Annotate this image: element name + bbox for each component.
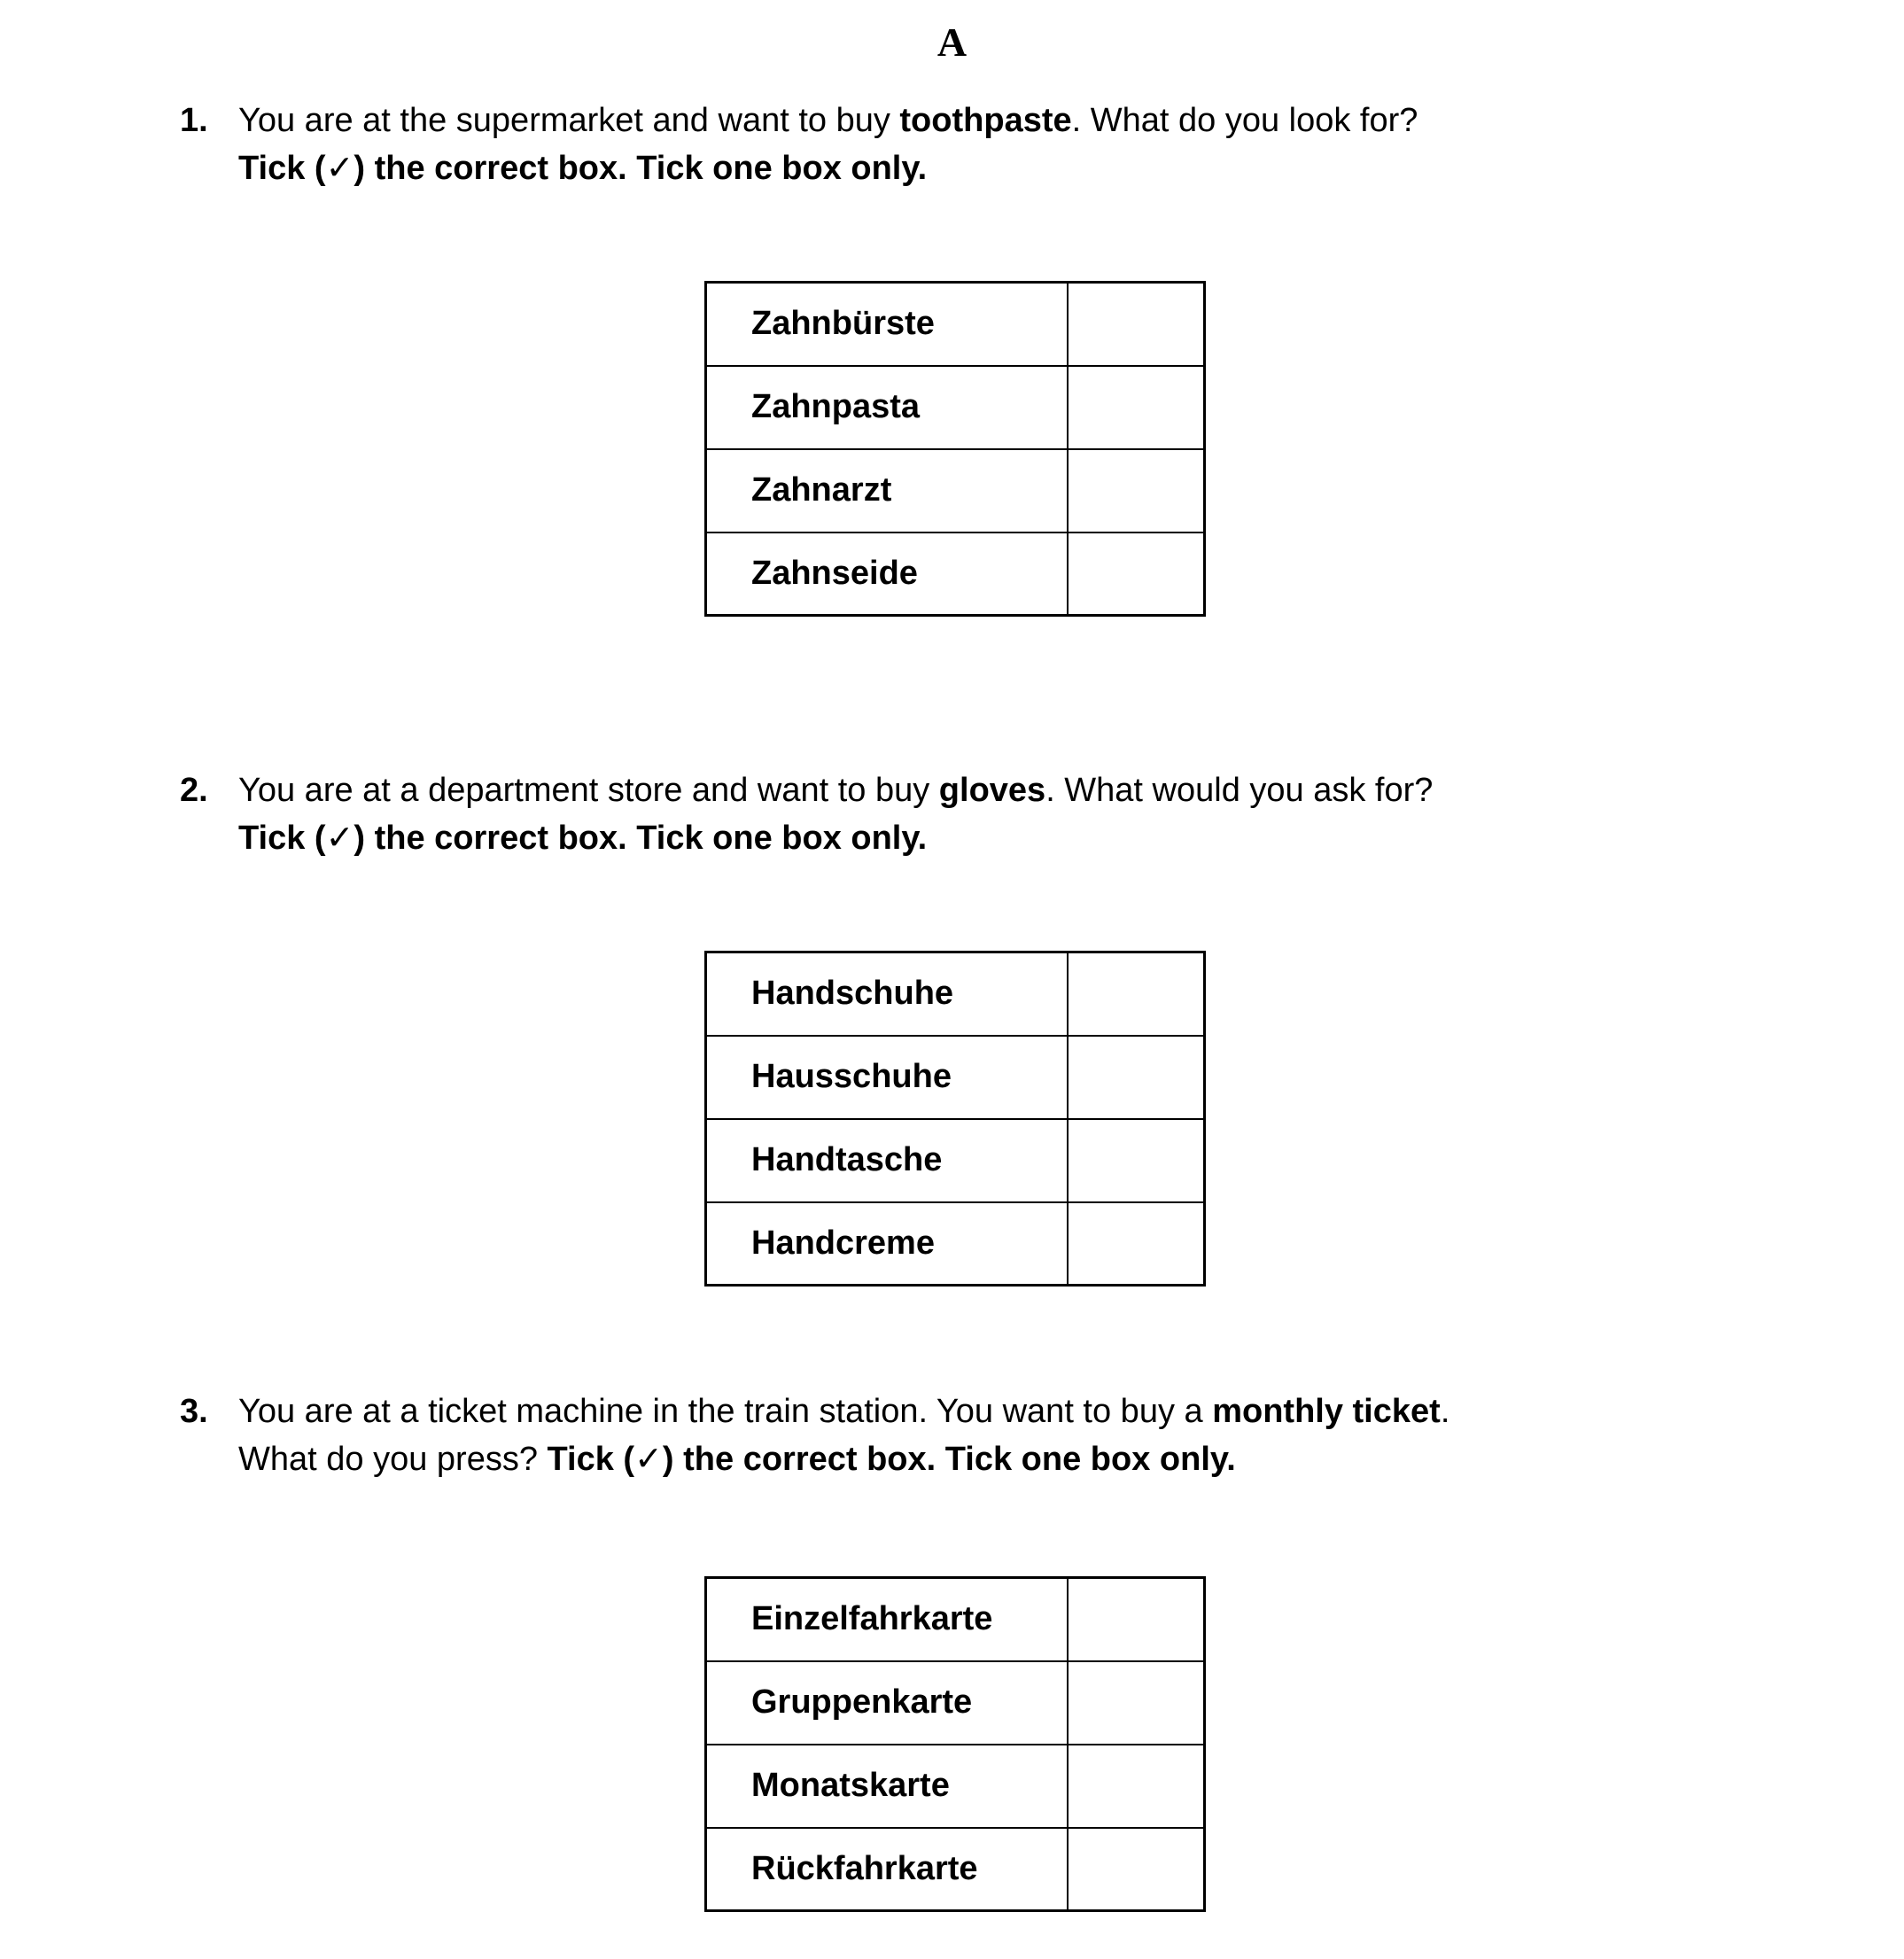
tick-box[interactable] (1068, 1036, 1204, 1119)
question-text (238, 1388, 1704, 1483)
tick-box[interactable] (1068, 1661, 1204, 1745)
tick-box[interactable] (1068, 1745, 1204, 1828)
table-row (706, 533, 1205, 616)
tick-box[interactable] (1068, 1578, 1204, 1661)
option-label: Handschuhe (706, 952, 1069, 1036)
section-heading: A (936, 19, 968, 65)
table-row (706, 1036, 1205, 1119)
question-number: 1. (180, 102, 208, 139)
question-instruction: Tick (✓) the correct box. Tick one box only. (238, 820, 928, 857)
question-prompt: You are at the supermarket and want to buy toothpaste. What do you look for? (238, 102, 1418, 139)
option-label: Zahnarzt (706, 449, 1069, 533)
answer-table-2 (704, 951, 1206, 1287)
question-text (238, 766, 1704, 862)
answer-table-1 (704, 281, 1206, 617)
question-2 (180, 766, 1704, 862)
tick-box[interactable] (1068, 1202, 1204, 1286)
question-text (238, 97, 1704, 192)
tick-box[interactable] (1068, 449, 1205, 533)
option-label: Zahnbürste (706, 283, 1069, 366)
option-label: Zahnpasta (706, 366, 1069, 449)
option-label: Einzelfahrkarte (706, 1578, 1069, 1661)
table-row (706, 1828, 1205, 1911)
option-label: Rückfahrkarte (706, 1828, 1069, 1911)
question-prompt: You are at a department store and want to buy gloves. What would you ask for? (238, 772, 1434, 809)
question-instruction: What do you press? Tick (✓) the correct box. Tick one box only. (238, 1441, 1236, 1478)
option-label: Zahnseide (706, 533, 1069, 616)
table-row (706, 952, 1205, 1036)
question-number: 2. (180, 772, 208, 809)
key-term: monthly ticket (1212, 1393, 1441, 1430)
key-term: toothpaste (899, 102, 1072, 139)
tick-box[interactable] (1068, 1119, 1204, 1202)
question-1 (180, 97, 1704, 192)
table-row (706, 1745, 1205, 1828)
option-label: Hausschuhe (706, 1036, 1069, 1119)
question-3 (180, 1388, 1704, 1483)
table-row (706, 1202, 1205, 1286)
table-row (706, 283, 1205, 366)
option-label: Handcreme (706, 1202, 1069, 1286)
key-term: gloves (938, 772, 1046, 809)
question-prompt: You are at a ticket machine in the train station. You want to buy a monthly ticket. (238, 1393, 1450, 1430)
tick-box[interactable] (1068, 366, 1205, 449)
tick-box[interactable] (1068, 1828, 1204, 1911)
tick-box[interactable] (1068, 283, 1205, 366)
table-row (706, 1119, 1205, 1202)
tick-box[interactable] (1068, 952, 1204, 1036)
tick-box[interactable] (1068, 533, 1205, 616)
question-number: 3. (180, 1393, 208, 1430)
option-label: Gruppenkarte (706, 1661, 1069, 1745)
option-label: Monatskarte (706, 1745, 1069, 1828)
table-row (706, 1661, 1205, 1745)
option-label: Handtasche (706, 1119, 1069, 1202)
table-row (706, 449, 1205, 533)
answer-table-3 (704, 1576, 1206, 1912)
question-instruction: Tick (✓) the correct box. Tick one box only. (238, 150, 928, 187)
table-row (706, 366, 1205, 449)
table-row (706, 1578, 1205, 1661)
